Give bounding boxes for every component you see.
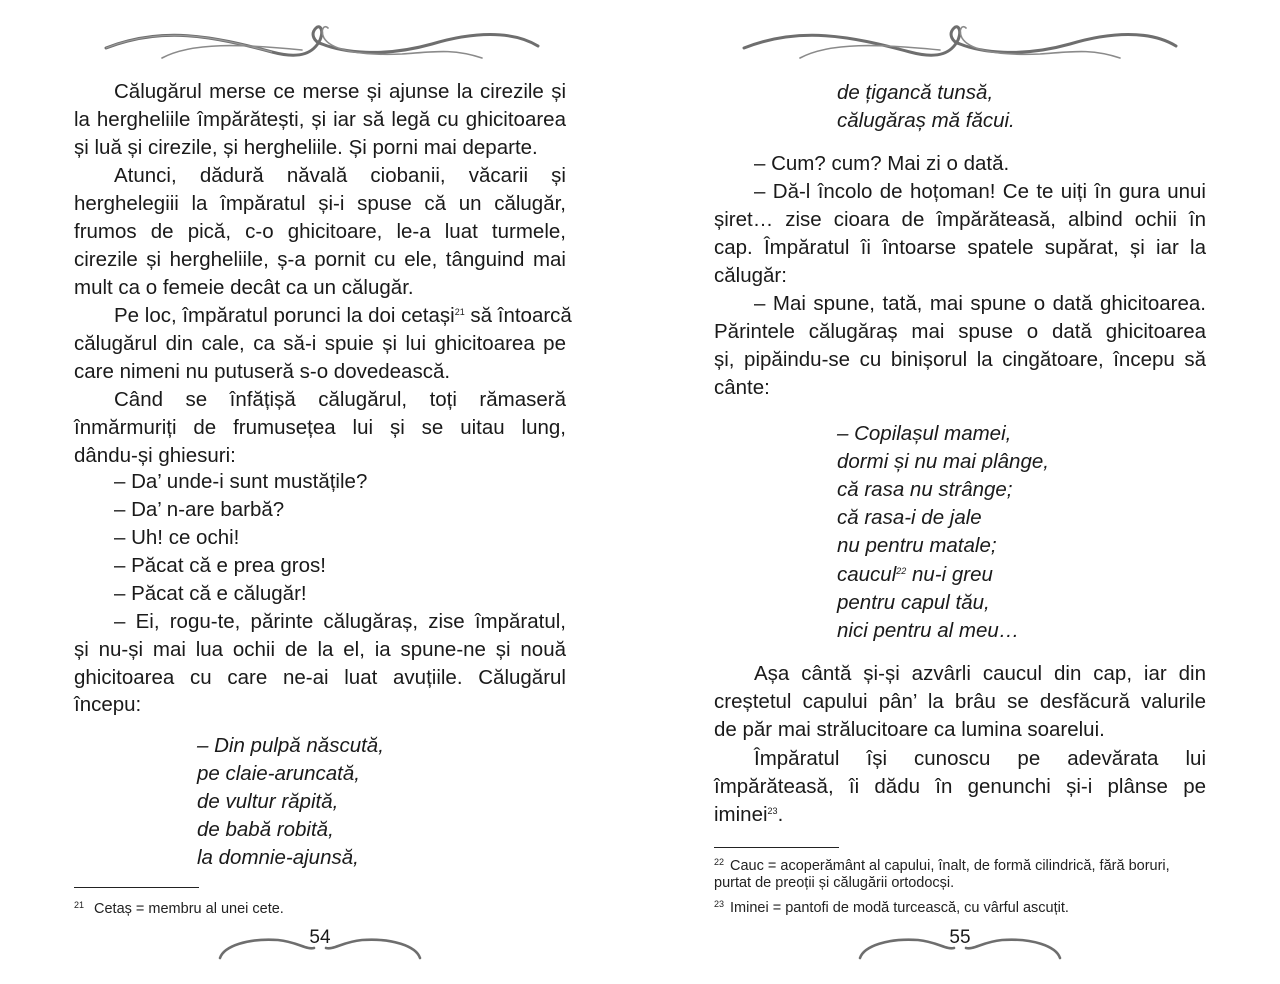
text-line: Când se înfățișă călugărul, toți rămaseră: [114, 388, 566, 411]
verse-line: pentru capul tău,: [837, 591, 990, 614]
text-line: Părintele călugăraș mai spuse o dată ghicitoarea: [714, 320, 1206, 343]
page-number: 54: [309, 927, 331, 948]
text-line: cap. Împăratul îi întoarse spatele supărat, și iar la: [714, 236, 1206, 259]
verse-line: de vultur răpită,: [197, 790, 339, 813]
text-line: șiret… zise cioara de împărăteasă, albind ochii în: [714, 208, 1206, 231]
verse-line: – Copilașul mamei,: [837, 422, 1012, 445]
footnote-text: Cetaș = membru al unei cete.: [94, 901, 284, 917]
footnote-21: [74, 895, 284, 919]
footnote-23: [714, 894, 1069, 918]
text-line: creștetul capului pân’ la brâu se desfăcură valurile: [714, 690, 1206, 713]
text-segment: .: [777, 803, 784, 826]
text-line: mult ca o femeie decât ca un călugăr.: [74, 276, 414, 299]
footnote-number: 22: [714, 857, 725, 867]
text-line: cirezile și hergheliile, ș-a pornit cu ele, tânguind mai: [74, 248, 566, 271]
text-line: și, pipăindu-se cu binișorul la cingătoare, începu să: [714, 348, 1206, 371]
text-line: începu:: [74, 693, 142, 716]
text-line: dându-și ghiesuri:: [74, 444, 236, 467]
dialogue-line: – Păcat că e călugăr!: [114, 582, 307, 605]
dialogue-line: – Da’ unde-i sunt mustățile?: [114, 470, 368, 493]
verse-line: de babă robită,: [197, 818, 334, 841]
text-line: – Dă-l încolo de hoțoman! Ce te uiți în gura unui: [754, 180, 1206, 203]
text-segment: să întoarcă: [464, 304, 572, 327]
footnote-ref-21[interactable]: 21: [454, 307, 465, 317]
left-page: [74, 0, 572, 984]
text-line: la hergheliile împărătești, și iar să legă cu ghicitoarea: [74, 108, 566, 131]
footnote-ref-23[interactable]: 23: [767, 806, 778, 816]
right-page: [714, 0, 1206, 984]
footnote-separator: [74, 887, 199, 888]
footnote-text: Cauc = acoperământ al capului, înalt, de formă cilindrică, fără boruri,: [730, 858, 1170, 874]
verse-line: că rasa nu strânge;: [837, 478, 1013, 501]
verse-line: nu pentru matale;: [837, 534, 997, 557]
verse-line: de țigancă tunsă,: [837, 81, 994, 104]
text-line: călugărul din cale, ca să-i spuie și lui ghicitoarea pe: [74, 332, 566, 355]
dialogue-line: – Cum? cum? Mai zi o dată.: [754, 152, 1010, 175]
dialogue-line: – Păcat că e prea gros!: [114, 554, 326, 577]
text-line: ghicitoarea cu care ne-ai luat avuțiile. Călugărul: [74, 666, 566, 689]
header-flourish-ornament: [102, 22, 542, 64]
text-line-with-footnote-ref: [74, 302, 572, 330]
dialogue-line: – Uh! ce ochi!: [114, 526, 240, 549]
footnote-ref-22[interactable]: 22: [896, 566, 907, 576]
text-segment: caucul: [837, 563, 897, 586]
verse-line: la domnie-ajunsă,: [197, 846, 359, 869]
text-segment: nu-i greu: [906, 563, 993, 586]
footnote-number: 21: [74, 900, 85, 910]
dialogue-line: – Da’ n-are barbă?: [114, 498, 285, 521]
verse-line: – Din pulpă născută,: [197, 734, 384, 757]
text-line: și luă și cirezile, și hergheliile. Și porni mai departe.: [74, 136, 538, 159]
text-line: împărăteasă, îi dădu în genunchi și-i plânse pe: [714, 775, 1206, 798]
text-line-with-footnote-ref: [714, 801, 1206, 829]
verse-line: nici pentru al meu…: [837, 619, 1020, 642]
footnote-22-continued: [714, 873, 954, 893]
verse-line: dormi și nu mai plânge,: [837, 450, 1049, 473]
footnote-text: purtat de preoții și călugării ortodocși.: [714, 875, 955, 891]
text-segment: iminei: [714, 803, 768, 826]
footnote-separator: [714, 847, 839, 848]
text-line: Atunci, dădură năvală ciobanii, văcarii și: [114, 164, 566, 187]
footnote-number: 23: [714, 899, 725, 909]
text-line: – Mai spune, tată, mai spune o dată ghicitoarea.: [754, 292, 1206, 315]
text-segment: Pe loc, împăratul porunci la doi cetași: [114, 304, 455, 327]
text-line: călugăr:: [714, 264, 787, 287]
text-line: herghelegiii la împăratul și-i spuse că un călugăr,: [74, 192, 566, 215]
verse-line: călugăraș mă făcui.: [837, 109, 1015, 132]
text-line: care nimeni nu putuseră s-o dovedească.: [74, 360, 451, 383]
text-line: cânte:: [714, 376, 770, 399]
verse-line-with-footnote-ref: [837, 561, 993, 589]
verse-line: că rasa-i de jale: [837, 506, 982, 529]
text-line: și nu-și mai lua ochii de la el, ia spune-ne și nouă: [74, 638, 566, 661]
text-line: înmărmuriți de frumusețea lui și se uitau lung,: [74, 416, 566, 439]
text-line: de păr mai strălucitoare ca lumina soarelui.: [714, 718, 1105, 741]
text-line: Împăratul își cunoscu pe adevărata lui: [754, 747, 1206, 770]
text-line: Așa cântă și-și azvârli caucul din cap, iar din: [754, 662, 1206, 685]
text-line: frumos de pică, c-o ghicitoare, le-a luat turmele,: [74, 220, 566, 243]
footnote-text: Iminei = pantofi de modă turcească, cu vârful ascuțit.: [730, 900, 1069, 916]
text-line: Călugărul merse ce merse și ajunse la cirezile și: [114, 80, 566, 103]
header-flourish-ornament: [740, 22, 1180, 64]
page-number: 55: [949, 927, 971, 948]
text-line: – Ei, rogu-te, părinte călugăraș, zise împăratul,: [114, 610, 566, 633]
verse-line: pe claie-aruncată,: [197, 762, 360, 785]
